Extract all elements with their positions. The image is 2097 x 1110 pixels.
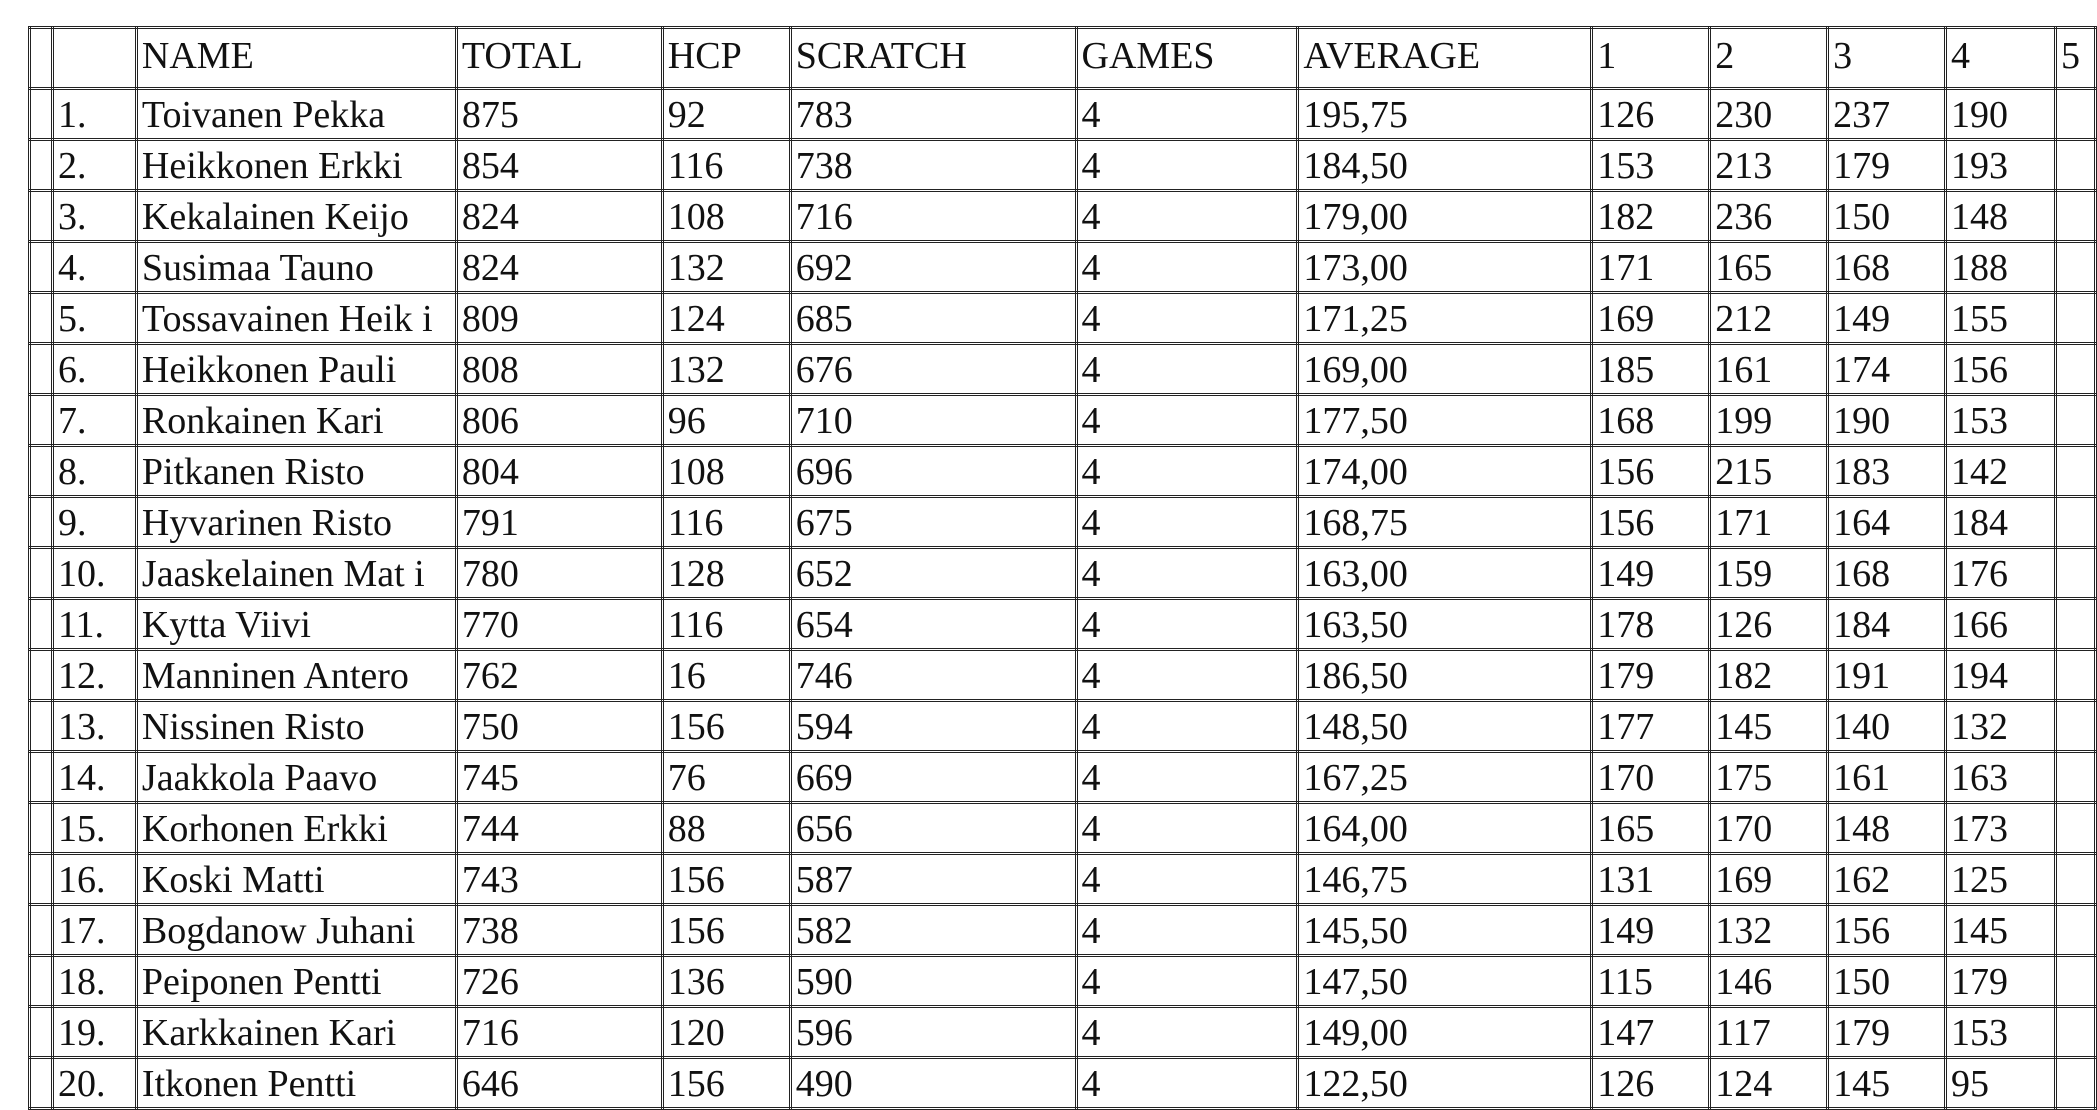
rank-cell: 11. (52, 599, 136, 650)
table-row (30, 752, 2096, 803)
total-cell: 875 (456, 89, 662, 140)
scratch-cell: 669 (790, 752, 1076, 803)
game-4-cell: 194 (1946, 650, 2056, 701)
name-cell: Jaakkola Paavo (136, 752, 456, 803)
game-2-cell: 171 (1710, 497, 1828, 548)
game-5-cell (2055, 1007, 2095, 1058)
table-row (30, 242, 2096, 293)
average-cell: 195,75 (1298, 89, 1592, 140)
games-cell: 4 (1076, 854, 1298, 905)
scratch-cell: 590 (790, 956, 1076, 1007)
scratch-cell: 710 (790, 395, 1076, 446)
scratch-cell: 783 (790, 89, 1076, 140)
game-4-cell: 153 (1946, 395, 2056, 446)
rank-cell: 19. (52, 1007, 136, 1058)
rank-cell: 17. (52, 905, 136, 956)
row-margin-cell (30, 803, 53, 854)
hcp-cell: 120 (662, 1007, 790, 1058)
rank-cell: 3. (52, 191, 136, 242)
game-4-cell: 95 (1946, 1058, 2056, 1109)
average-cell: 145,50 (1298, 905, 1592, 956)
row-margin-cell (30, 905, 53, 956)
total-cell: 738 (456, 905, 662, 956)
rank-cell: 18. (52, 956, 136, 1007)
game-4-cell: 176 (1946, 548, 2056, 599)
hcp-cell: 128 (662, 548, 790, 599)
games-cell: 4 (1076, 905, 1298, 956)
scratch-cell: 676 (790, 344, 1076, 395)
games-cell: 4 (1076, 140, 1298, 191)
scratch-cell: 652 (790, 548, 1076, 599)
total-cell: 743 (456, 854, 662, 905)
header-scratch: SCRATCH (790, 28, 1076, 89)
game-4-cell: 155 (1946, 293, 2056, 344)
game-1-cell: 177 (1592, 701, 1710, 752)
average-cell: 184,50 (1298, 140, 1592, 191)
games-cell: 4 (1076, 293, 1298, 344)
game-3-cell: 161 (1828, 752, 1946, 803)
games-cell: 4 (1076, 497, 1298, 548)
game-4-cell: 156 (1946, 344, 2056, 395)
game-5-cell (2055, 905, 2095, 956)
game-2-cell: 215 (1710, 446, 1828, 497)
game-1-cell: 179 (1592, 650, 1710, 701)
header-hcp: HCP (662, 28, 790, 89)
games-cell: 4 (1076, 803, 1298, 854)
row-margin-cell (30, 1007, 53, 1058)
game-1-cell: 131 (1592, 854, 1710, 905)
game-5-cell (2055, 497, 2095, 548)
game-1-cell: 170 (1592, 752, 1710, 803)
game-3-cell: 168 (1828, 242, 1946, 293)
total-cell: 750 (456, 701, 662, 752)
game-1-cell: 149 (1592, 905, 1710, 956)
average-cell: 177,50 (1298, 395, 1592, 446)
name-cell: Peiponen Pentti (136, 956, 456, 1007)
header-games: GAMES (1076, 28, 1298, 89)
table-row (30, 1007, 2096, 1058)
game-5-cell (2055, 956, 2095, 1007)
game-1-cell: 115 (1592, 956, 1710, 1007)
rank-cell: 16. (52, 854, 136, 905)
game-2-cell: 126 (1710, 599, 1828, 650)
total-cell: 646 (456, 1058, 662, 1109)
table-row (30, 599, 2096, 650)
game-4-cell: 153 (1946, 1007, 2056, 1058)
total-cell: 806 (456, 395, 662, 446)
hcp-cell: 16 (662, 650, 790, 701)
table-row (30, 293, 2096, 344)
name-cell: Koski Matti (136, 854, 456, 905)
game-2-cell: 132 (1710, 905, 1828, 956)
table-row (30, 446, 2096, 497)
game-4-cell: 166 (1946, 599, 2056, 650)
name-cell: Jaaskelainen Mat i (136, 548, 456, 599)
game-5-cell (2055, 242, 2095, 293)
name-cell: Itkonen Pentti (136, 1058, 456, 1109)
header-name: NAME (136, 28, 456, 89)
game-3-cell: 237 (1828, 89, 1946, 140)
hcp-cell: 156 (662, 905, 790, 956)
game-4-cell: 163 (1946, 752, 2056, 803)
rank-cell: 4. (52, 242, 136, 293)
game-2-cell: 146 (1710, 956, 1828, 1007)
game-1-cell: 165 (1592, 803, 1710, 854)
games-cell: 4 (1076, 701, 1298, 752)
game-5-cell (2055, 701, 2095, 752)
games-cell: 4 (1076, 395, 1298, 446)
table-row (30, 905, 2096, 956)
average-cell: 179,00 (1298, 191, 1592, 242)
name-cell: Heikkonen Pauli (136, 344, 456, 395)
score-sheet (28, 26, 2097, 1105)
rank-cell: 15. (52, 803, 136, 854)
row-margin-cell (30, 752, 53, 803)
average-cell: 168,75 (1298, 497, 1592, 548)
table-row (30, 1058, 2096, 1109)
row-margin-cell (30, 242, 53, 293)
rank-cell: 20. (52, 1058, 136, 1109)
games-cell: 4 (1076, 242, 1298, 293)
games-cell: 4 (1076, 650, 1298, 701)
header-game-4: 4 (1946, 28, 2056, 89)
rank-cell: 7. (52, 395, 136, 446)
hcp-cell: 124 (662, 293, 790, 344)
game-1-cell: 168 (1592, 395, 1710, 446)
games-cell: 4 (1076, 191, 1298, 242)
games-cell: 4 (1076, 446, 1298, 497)
row-margin-cell (30, 1058, 53, 1109)
scratch-cell: 654 (790, 599, 1076, 650)
game-3-cell: 164 (1828, 497, 1946, 548)
name-cell: Heikkonen Erkki (136, 140, 456, 191)
game-5-cell (2055, 395, 2095, 446)
game-3-cell: 150 (1828, 191, 1946, 242)
game-2-cell: 165 (1710, 242, 1828, 293)
game-1-cell: 178 (1592, 599, 1710, 650)
game-5-cell (2055, 344, 2095, 395)
game-3-cell: 145 (1828, 1058, 1946, 1109)
table-row (30, 395, 2096, 446)
average-cell: 149,00 (1298, 1007, 1592, 1058)
name-cell: Kytta Viivi (136, 599, 456, 650)
scratch-cell: 696 (790, 446, 1076, 497)
row-margin-cell (30, 344, 53, 395)
scratch-cell: 746 (790, 650, 1076, 701)
game-5-cell (2055, 446, 2095, 497)
game-1-cell: 153 (1592, 140, 1710, 191)
name-cell: Korhonen Erkki (136, 803, 456, 854)
rank-cell: 13. (52, 701, 136, 752)
scratch-cell: 675 (790, 497, 1076, 548)
name-cell: Hyvarinen Risto (136, 497, 456, 548)
game-5-cell (2055, 854, 2095, 905)
hcp-cell: 156 (662, 854, 790, 905)
average-cell: 171,25 (1298, 293, 1592, 344)
game-2-cell: 182 (1710, 650, 1828, 701)
game-3-cell: 179 (1828, 140, 1946, 191)
game-1-cell: 185 (1592, 344, 1710, 395)
game-5-cell (2055, 1058, 2095, 1109)
total-cell: 726 (456, 956, 662, 1007)
total-cell: 808 (456, 344, 662, 395)
game-5-cell (2055, 599, 2095, 650)
game-3-cell: 183 (1828, 446, 1946, 497)
name-cell: Bogdanow Juhani (136, 905, 456, 956)
row-margin-cell (30, 854, 53, 905)
header-game-2: 2 (1710, 28, 1828, 89)
game-2-cell: 145 (1710, 701, 1828, 752)
game-2-cell: 124 (1710, 1058, 1828, 1109)
game-3-cell: 179 (1828, 1007, 1946, 1058)
games-cell: 4 (1076, 1058, 1298, 1109)
total-cell: 780 (456, 548, 662, 599)
game-4-cell: 188 (1946, 242, 2056, 293)
game-3-cell: 190 (1828, 395, 1946, 446)
hcp-cell: 108 (662, 446, 790, 497)
games-cell: 4 (1076, 956, 1298, 1007)
games-cell: 4 (1076, 548, 1298, 599)
total-cell: 791 (456, 497, 662, 548)
scores-table (28, 26, 2097, 1110)
rank-cell: 10. (52, 548, 136, 599)
hcp-cell: 92 (662, 89, 790, 140)
game-2-cell: 212 (1710, 293, 1828, 344)
total-cell: 745 (456, 752, 662, 803)
total-cell: 770 (456, 599, 662, 650)
header-average: AVERAGE (1298, 28, 1592, 89)
hcp-cell: 108 (662, 191, 790, 242)
game-5-cell (2055, 803, 2095, 854)
total-cell: 824 (456, 191, 662, 242)
row-margin-cell (30, 497, 53, 548)
game-4-cell: 132 (1946, 701, 2056, 752)
game-1-cell: 156 (1592, 446, 1710, 497)
table-row (30, 344, 2096, 395)
games-cell: 4 (1076, 599, 1298, 650)
games-cell: 4 (1076, 1007, 1298, 1058)
hcp-cell: 116 (662, 599, 790, 650)
game-3-cell: 148 (1828, 803, 1946, 854)
scratch-cell: 692 (790, 242, 1076, 293)
header-row (30, 28, 2096, 89)
game-3-cell: 174 (1828, 344, 1946, 395)
game-4-cell: 125 (1946, 854, 2056, 905)
total-cell: 762 (456, 650, 662, 701)
scratch-cell: 582 (790, 905, 1076, 956)
hcp-cell: 132 (662, 242, 790, 293)
table-row (30, 650, 2096, 701)
hcp-cell: 88 (662, 803, 790, 854)
average-cell: 164,00 (1298, 803, 1592, 854)
total-cell: 804 (456, 446, 662, 497)
game-2-cell: 175 (1710, 752, 1828, 803)
game-4-cell: 173 (1946, 803, 2056, 854)
rank-cell: 2. (52, 140, 136, 191)
game-1-cell: 171 (1592, 242, 1710, 293)
rank-cell: 1. (52, 89, 136, 140)
total-cell: 809 (456, 293, 662, 344)
name-cell: Pitkanen Risto (136, 446, 456, 497)
game-5-cell (2055, 89, 2095, 140)
rank-cell: 6. (52, 344, 136, 395)
row-margin-cell (30, 395, 53, 446)
rank-cell: 5. (52, 293, 136, 344)
rank-cell: 12. (52, 650, 136, 701)
games-cell: 4 (1076, 89, 1298, 140)
game-2-cell: 117 (1710, 1007, 1828, 1058)
table-row (30, 89, 2096, 140)
game-2-cell: 161 (1710, 344, 1828, 395)
name-cell: Ronkainen Kari (136, 395, 456, 446)
scratch-cell: 490 (790, 1058, 1076, 1109)
game-3-cell: 184 (1828, 599, 1946, 650)
table-row (30, 854, 2096, 905)
hcp-cell: 116 (662, 497, 790, 548)
rank-cell: 8. (52, 446, 136, 497)
game-2-cell: 170 (1710, 803, 1828, 854)
hcp-cell: 76 (662, 752, 790, 803)
table-row (30, 140, 2096, 191)
average-cell: 147,50 (1298, 956, 1592, 1007)
game-4-cell: 190 (1946, 89, 2056, 140)
games-cell: 4 (1076, 344, 1298, 395)
name-cell: Susimaa Tauno (136, 242, 456, 293)
average-cell: 163,00 (1298, 548, 1592, 599)
header-game-5: 5 (2055, 28, 2095, 89)
row-margin-cell (30, 293, 53, 344)
average-cell: 148,50 (1298, 701, 1592, 752)
average-cell: 146,75 (1298, 854, 1592, 905)
row-margin-cell (30, 446, 53, 497)
header-total: TOTAL (456, 28, 662, 89)
hcp-cell: 132 (662, 344, 790, 395)
game-1-cell: 147 (1592, 1007, 1710, 1058)
row-margin-cell (30, 89, 53, 140)
scratch-cell: 738 (790, 140, 1076, 191)
row-margin-cell (30, 701, 53, 752)
game-4-cell: 179 (1946, 956, 2056, 1007)
table-row (30, 956, 2096, 1007)
game-1-cell: 126 (1592, 1058, 1710, 1109)
name-cell: Tossavainen Heik i (136, 293, 456, 344)
name-cell: Karkkainen Kari (136, 1007, 456, 1058)
name-cell: Toivanen Pekka (136, 89, 456, 140)
table-row (30, 803, 2096, 854)
game-3-cell: 140 (1828, 701, 1946, 752)
game-2-cell: 159 (1710, 548, 1828, 599)
header-game-1: 1 (1592, 28, 1710, 89)
name-cell: Nissinen Risto (136, 701, 456, 752)
hcp-cell: 96 (662, 395, 790, 446)
game-1-cell: 149 (1592, 548, 1710, 599)
table-row (30, 497, 2096, 548)
rank-cell: 9. (52, 497, 136, 548)
row-margin-cell (30, 140, 53, 191)
game-4-cell: 193 (1946, 140, 2056, 191)
game-1-cell: 126 (1592, 89, 1710, 140)
total-cell: 854 (456, 140, 662, 191)
game-2-cell: 213 (1710, 140, 1828, 191)
scratch-cell: 594 (790, 701, 1076, 752)
average-cell: 173,00 (1298, 242, 1592, 293)
row-margin-cell (30, 599, 53, 650)
header-game-3: 3 (1828, 28, 1946, 89)
header-rank-cell (52, 28, 136, 89)
game-3-cell: 149 (1828, 293, 1946, 344)
hcp-cell: 156 (662, 701, 790, 752)
game-4-cell: 145 (1946, 905, 2056, 956)
hcp-cell: 136 (662, 956, 790, 1007)
game-4-cell: 148 (1946, 191, 2056, 242)
games-cell: 4 (1076, 752, 1298, 803)
game-2-cell: 230 (1710, 89, 1828, 140)
game-3-cell: 168 (1828, 548, 1946, 599)
average-cell: 169,00 (1298, 344, 1592, 395)
average-cell: 186,50 (1298, 650, 1592, 701)
game-2-cell: 169 (1710, 854, 1828, 905)
name-cell: Manninen Antero (136, 650, 456, 701)
game-5-cell (2055, 191, 2095, 242)
hcp-cell: 156 (662, 1058, 790, 1109)
average-cell: 167,25 (1298, 752, 1592, 803)
scratch-cell: 587 (790, 854, 1076, 905)
scratch-cell: 685 (790, 293, 1076, 344)
game-4-cell: 142 (1946, 446, 2056, 497)
game-2-cell: 199 (1710, 395, 1828, 446)
game-1-cell: 169 (1592, 293, 1710, 344)
average-cell: 163,50 (1298, 599, 1592, 650)
row-margin-cell (30, 548, 53, 599)
total-cell: 744 (456, 803, 662, 854)
game-5-cell (2055, 548, 2095, 599)
average-cell: 122,50 (1298, 1058, 1592, 1109)
scratch-cell: 656 (790, 803, 1076, 854)
table-row (30, 548, 2096, 599)
game-5-cell (2055, 140, 2095, 191)
game-5-cell (2055, 650, 2095, 701)
game-1-cell: 156 (1592, 497, 1710, 548)
game-3-cell: 191 (1828, 650, 1946, 701)
header-corner-cell (30, 28, 53, 89)
table-row (30, 191, 2096, 242)
scratch-cell: 596 (790, 1007, 1076, 1058)
row-margin-cell (30, 191, 53, 242)
game-3-cell: 150 (1828, 956, 1946, 1007)
game-1-cell: 182 (1592, 191, 1710, 242)
total-cell: 824 (456, 242, 662, 293)
game-5-cell (2055, 752, 2095, 803)
game-3-cell: 162 (1828, 854, 1946, 905)
row-margin-cell (30, 650, 53, 701)
table-row (30, 701, 2096, 752)
hcp-cell: 116 (662, 140, 790, 191)
game-5-cell (2055, 293, 2095, 344)
rank-cell: 14. (52, 752, 136, 803)
average-cell: 174,00 (1298, 446, 1592, 497)
scratch-cell: 716 (790, 191, 1076, 242)
game-3-cell: 156 (1828, 905, 1946, 956)
game-2-cell: 236 (1710, 191, 1828, 242)
total-cell: 716 (456, 1007, 662, 1058)
game-4-cell: 184 (1946, 497, 2056, 548)
row-margin-cell (30, 956, 53, 1007)
name-cell: Kekalainen Keijo (136, 191, 456, 242)
